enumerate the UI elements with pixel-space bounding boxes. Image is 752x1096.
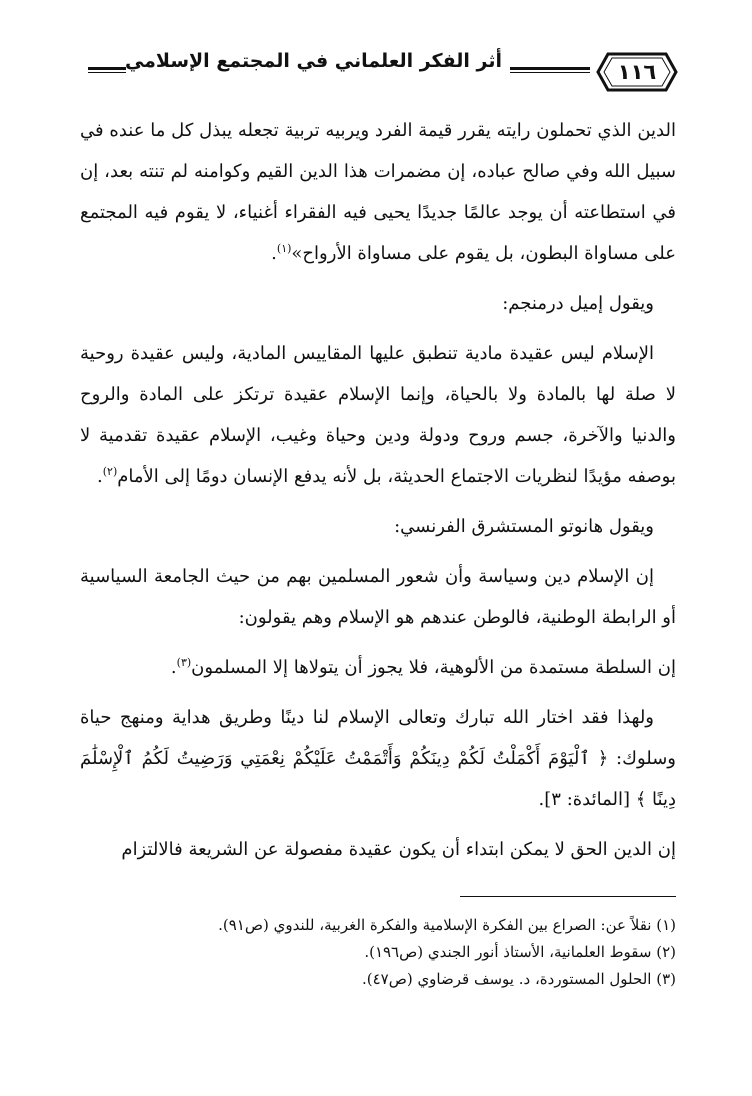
main-text	[80, 110, 676, 879]
paragraph-6-end: .	[170, 657, 177, 678]
paragraph-3-end: .	[96, 466, 103, 487]
paragraph-4: ويقول هانوتو المستشرق الفرنسي:	[394, 516, 654, 537]
paragraph-6	[80, 647, 676, 688]
paragraph-2: ويقول إميل درمنجم:	[502, 293, 654, 314]
footnote-ref-1: (١)	[276, 242, 292, 255]
quran-reference: [المائدة: ٣].	[538, 789, 631, 810]
footnote-ref-3: (٣)	[176, 656, 192, 669]
page-header	[88, 46, 678, 96]
running-title: أثر الفكر العلماني في المجتمع الإسلامي	[124, 50, 502, 72]
paragraph-8: إن الدين الحق لا يمكن ابتداء أن يكون عقيدة مفصولة عن الشريعة فالالتزام	[121, 839, 676, 860]
footnote-ref-2: (٢)	[102, 465, 118, 478]
header-rule-left	[88, 67, 126, 73]
paragraph-6-text: إن السلطة مستمدة من الألوهية، فلا يجوز أن يتولاها إلا المسلمون	[191, 657, 676, 678]
header-rule-right	[510, 67, 590, 73]
paragraph-3	[80, 333, 676, 497]
paragraph-5: إن الإسلام دين وسياسة وأن شعور المسلمين بهم من حيث الجامعة السياسية أو الرابطة الوطنية، فالوطن عندهم هو الإسلام وهم يقولون:	[80, 566, 676, 628]
page-number: ١١٦	[617, 60, 657, 84]
footnote-1: (١) نقلاً عن: الصراع بين الفكرة الإسلامية والفكرة الغربية، للندوي (ص٩١).	[218, 916, 676, 934]
quran-verse: ﴿ ٱلْيَوْمَ أَكْمَلْتُ لَكُمْ دِينَكُمْ وَأَتْمَمْتُ عَلَيْكُمْ نِعْمَتِي وَرَضِيتُ لَكُمُ ٱلْإِسْلَٰمَ دِينًا ﴾	[80, 748, 676, 810]
footnotes	[80, 912, 676, 993]
paragraph-1: الدين الذي تحملون رايته يقرر قيمة الفرد ويربيه تربية تجعله يبذل كل ما عنده في سبيل الله وفي صالح عباده، إن مضمرات هذا الدين القيم وكوامنه لم تنته بعد، إن في استطاعته أن يوجد عالمًا جديدًا يحيى فيه الفقراء أغنياء، لا يقوم فيه المجتمع على مساواة البطون، بل يقوم على مساواة الأرواح»$^{(١)}$.	[80, 120, 676, 264]
page-number-badge	[596, 52, 678, 92]
footnote-separator	[460, 896, 676, 897]
footnote-2: (٢) سقوط العلمانية، الأستاذ أنور الجندي (ص١٩٦).	[364, 943, 676, 961]
footnote-3: (٣) الحلول المستوردة، د. يوسف قرضاوي (ص٤٧).	[361, 970, 676, 988]
paragraph-3-text: الإسلام ليس عقيدة مادية تنطبق عليها المقاييس المادية، وليس عقيدة روحية لا صلة لها بالمادة ولا بالحياة، وإنما الإسلام عقيدة ترتكز على المادة والروح والدنيا والآخرة، جسم وروح ودولة ودين وحياة وغيب، الإسلام عقيدة تقدمية لا بوصفه مؤيدًا لنظريات الاجتماع الحديثة، بل لأنه يدفع الإنسان دومًا إلى الأمام	[80, 343, 676, 487]
paragraph-1-text: الدين الذي تحملون رايته يقرر قيمة الفرد ويربيه تربية تجعله يبذل كل ما عنده في سبيل الله وفي صالح عباده، إن مضمرات هذا الدين القيم وكوامنه لم تنته بعد، إن في استطاعته أن يوجد عالمًا جديدًا يحيى فيه الفقراء أغنياء، لا يقوم فيه المجتمع على مساواة البطون، بل يقوم على مساواة الأرواح»	[80, 120, 676, 264]
paragraph-7	[80, 697, 676, 820]
paragraph-7-text: ولهذا فقد اختار الله تبارك وتعالى الإسلام لنا دينًا وطريق هداية ومنهج حياة وسلوك:	[80, 707, 676, 769]
